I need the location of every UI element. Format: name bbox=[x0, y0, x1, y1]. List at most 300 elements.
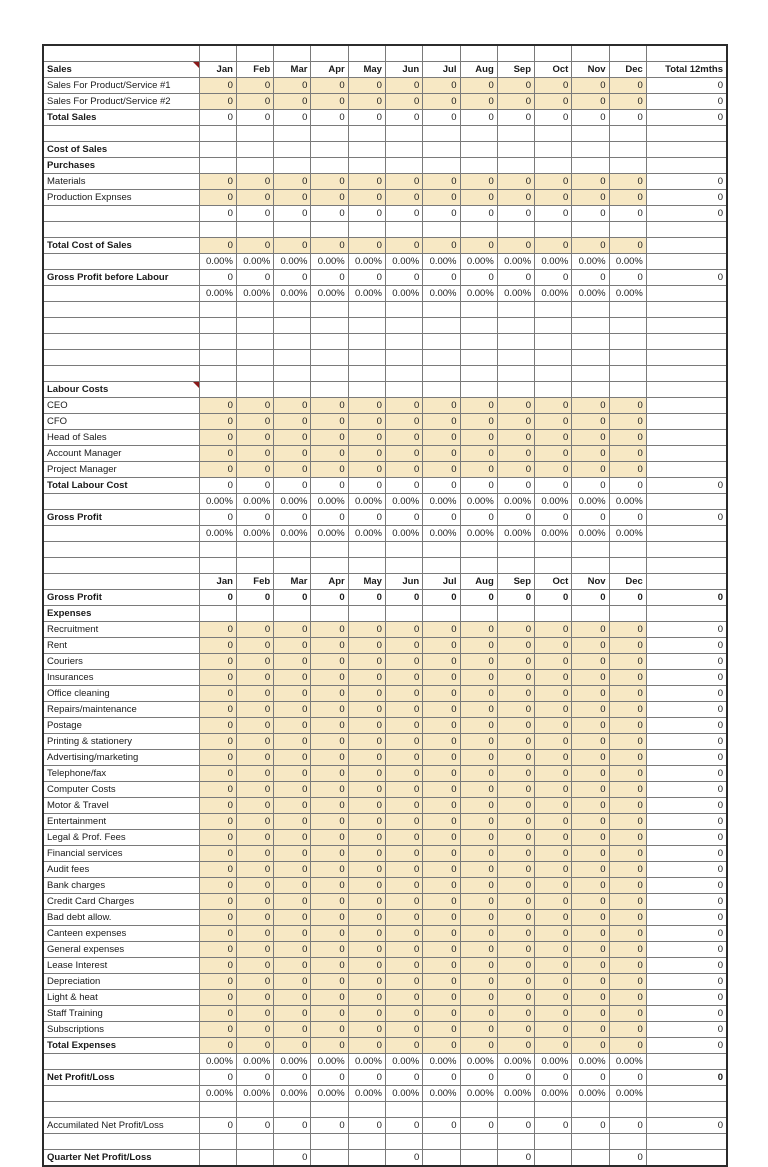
cell-x-Sep[interactable] bbox=[497, 382, 534, 398]
cell-materials-Sep[interactable]: 0 bbox=[497, 174, 534, 190]
cell-gp1-Jun[interactable]: 0 bbox=[385, 510, 422, 526]
cell-production-Dec[interactable]: 0 bbox=[609, 190, 646, 206]
cell-exp1-Sep[interactable]: 0 bbox=[497, 638, 534, 654]
cell-exp4-Nov[interactable]: 0 bbox=[572, 686, 609, 702]
cell-exp22-Feb[interactable]: 0 bbox=[236, 974, 273, 990]
cell-netprofit-Aug[interactable]: 0 bbox=[460, 1070, 497, 1086]
cell-exp15-Nov[interactable]: 0 bbox=[572, 862, 609, 878]
cell-labour1-Apr[interactable]: 0 bbox=[311, 414, 348, 430]
cell-exp4-Aug[interactable]: 0 bbox=[460, 686, 497, 702]
cell-exp25-Sep[interactable]: 0 bbox=[497, 1022, 534, 1038]
cell-sales2-total[interactable]: 0 bbox=[646, 94, 727, 110]
cell-x-Oct[interactable] bbox=[535, 158, 572, 174]
cell-exp22-May[interactable]: 0 bbox=[348, 974, 385, 990]
cell-exp0-Jun[interactable]: 0 bbox=[385, 622, 422, 638]
cell-gp1pct-Apr[interactable]: 0.00% bbox=[311, 526, 348, 542]
cell-sales2-Aug[interactable]: 0 bbox=[460, 94, 497, 110]
cell-exp6-Nov[interactable]: 0 bbox=[572, 718, 609, 734]
cell-exp6-Apr[interactable]: 0 bbox=[311, 718, 348, 734]
cell-sales2-Sep[interactable]: 0 bbox=[497, 94, 534, 110]
cell-x-Dec[interactable] bbox=[609, 606, 646, 622]
cell-totalsales-Aug[interactable]: 0 bbox=[460, 110, 497, 126]
cell-labour3-total[interactable] bbox=[646, 446, 727, 462]
cell-production-Jul[interactable]: 0 bbox=[423, 190, 460, 206]
cell-x-Jun[interactable] bbox=[385, 158, 422, 174]
cell-exp16-Dec[interactable]: 0 bbox=[609, 878, 646, 894]
cell-x-May[interactable] bbox=[348, 606, 385, 622]
cell-netprofit-Jun[interactable]: 0 bbox=[385, 1070, 422, 1086]
cell-totalsales-May[interactable]: 0 bbox=[348, 110, 385, 126]
cell-accum-Feb[interactable]: 0 bbox=[236, 1118, 273, 1134]
cell-labour2-Jan[interactable]: 0 bbox=[199, 430, 236, 446]
cell-exp2-Apr[interactable]: 0 bbox=[311, 654, 348, 670]
cell-labour1-May[interactable]: 0 bbox=[348, 414, 385, 430]
cell-exp12-Jul[interactable]: 0 bbox=[423, 814, 460, 830]
cell-netpct-Mar[interactable]: 0.00% bbox=[274, 1086, 311, 1102]
cell-x-Jan[interactable] bbox=[199, 382, 236, 398]
cell-labour1-total[interactable] bbox=[646, 414, 727, 430]
label-expense-5[interactable]: Repairs/maintenance bbox=[43, 702, 199, 718]
cell-exp7-Sep[interactable]: 0 bbox=[497, 734, 534, 750]
cell-exp11-total[interactable]: 0 bbox=[646, 798, 727, 814]
cell-exp23-Jul[interactable]: 0 bbox=[423, 990, 460, 1006]
cell-labour4-Aug[interactable]: 0 bbox=[460, 462, 497, 478]
cell-labour2-Oct[interactable]: 0 bbox=[535, 430, 572, 446]
cell-x-May[interactable] bbox=[348, 158, 385, 174]
cell-exp4-Oct[interactable]: 0 bbox=[535, 686, 572, 702]
cell-exp24-May[interactable]: 0 bbox=[348, 1006, 385, 1022]
cell-totalexp-Dec[interactable]: 0 bbox=[609, 1038, 646, 1054]
cell-totalcos-Dec[interactable]: 0 bbox=[609, 238, 646, 254]
cell-exp11-Aug[interactable]: 0 bbox=[460, 798, 497, 814]
cell-exp6-Mar[interactable]: 0 bbox=[274, 718, 311, 734]
cell-totalcos-total[interactable] bbox=[646, 238, 727, 254]
cell-quarter-Jul[interactable] bbox=[423, 1150, 460, 1167]
cell-exp7-Jun[interactable]: 0 bbox=[385, 734, 422, 750]
cell-exp0-Sep[interactable]: 0 bbox=[497, 622, 534, 638]
cell-sales1-Nov[interactable]: 0 bbox=[572, 78, 609, 94]
cell-exp13-Jan[interactable]: 0 bbox=[199, 830, 236, 846]
cell-exp21-Jan[interactable]: 0 bbox=[199, 958, 236, 974]
cell-gp1-Apr[interactable]: 0 bbox=[311, 510, 348, 526]
cell-cospct-Sep[interactable]: 0.00% bbox=[497, 254, 534, 270]
label-labour-3[interactable]: Account Manager bbox=[43, 446, 199, 462]
cell-production-Oct[interactable]: 0 bbox=[535, 190, 572, 206]
label-expense-8[interactable]: Advertising/marketing bbox=[43, 750, 199, 766]
cell-exp25-Dec[interactable]: 0 bbox=[609, 1022, 646, 1038]
cell-cosextra-total[interactable]: 0 bbox=[646, 206, 727, 222]
cell-sales2-Jun[interactable]: 0 bbox=[385, 94, 422, 110]
cell-x-Mar[interactable] bbox=[274, 606, 311, 622]
cell-exp7-Oct[interactable]: 0 bbox=[535, 734, 572, 750]
label-expense-20[interactable]: General expenses bbox=[43, 942, 199, 958]
cell-exp6-total[interactable]: 0 bbox=[646, 718, 727, 734]
cell-labour4-May[interactable]: 0 bbox=[348, 462, 385, 478]
cell-exp3-May[interactable]: 0 bbox=[348, 670, 385, 686]
cell-exp10-Jan[interactable]: 0 bbox=[199, 782, 236, 798]
cell-cosextra-Nov[interactable]: 0 bbox=[572, 206, 609, 222]
cell-accum-Jun[interactable]: 0 bbox=[385, 1118, 422, 1134]
cell-exp11-Sep[interactable]: 0 bbox=[497, 798, 534, 814]
cell-labour3-Dec[interactable]: 0 bbox=[609, 446, 646, 462]
cell-exp9-Jun[interactable]: 0 bbox=[385, 766, 422, 782]
cell-exp19-Oct[interactable]: 0 bbox=[535, 926, 572, 942]
cell-exp23-total[interactable]: 0 bbox=[646, 990, 727, 1006]
label-accumulated-net-profit-loss[interactable]: Accumilated Net Profit/Loss bbox=[43, 1118, 199, 1134]
cell-sales2-Jul[interactable]: 0 bbox=[423, 94, 460, 110]
cell-gp2-Jun[interactable]: 0 bbox=[385, 590, 422, 606]
cell-totalsales-Jan[interactable]: 0 bbox=[199, 110, 236, 126]
cell-labour1-Mar[interactable]: 0 bbox=[274, 414, 311, 430]
cell-exp13-Feb[interactable]: 0 bbox=[236, 830, 273, 846]
cell-exp13-total[interactable]: 0 bbox=[646, 830, 727, 846]
cell-exp22-total[interactable]: 0 bbox=[646, 974, 727, 990]
cell-exp22-Aug[interactable]: 0 bbox=[460, 974, 497, 990]
cell-exp0-May[interactable]: 0 bbox=[348, 622, 385, 638]
cell-netpct-Oct[interactable]: 0.00% bbox=[535, 1086, 572, 1102]
cell-exp13-Oct[interactable]: 0 bbox=[535, 830, 572, 846]
cell-gpbl-Sep[interactable]: 0 bbox=[497, 270, 534, 286]
cell-gpblpct-Nov[interactable]: 0.00% bbox=[572, 286, 609, 302]
label-expense-18[interactable]: Bad debt allow. bbox=[43, 910, 199, 926]
cell-labour3-Feb[interactable]: 0 bbox=[236, 446, 273, 462]
cell-exp21-Sep[interactable]: 0 bbox=[497, 958, 534, 974]
cell-exp5-Mar[interactable]: 0 bbox=[274, 702, 311, 718]
cell-exp13-Dec[interactable]: 0 bbox=[609, 830, 646, 846]
cell-labourpct-Oct[interactable]: 0.00% bbox=[535, 494, 572, 510]
cell-exp5-Jul[interactable]: 0 bbox=[423, 702, 460, 718]
cell-totalcos-Nov[interactable]: 0 bbox=[572, 238, 609, 254]
cell-totalsales-Dec[interactable]: 0 bbox=[609, 110, 646, 126]
cell-gp2-Aug[interactable]: 0 bbox=[460, 590, 497, 606]
cell-exp5-Sep[interactable]: 0 bbox=[497, 702, 534, 718]
cell-labour0-Jul[interactable]: 0 bbox=[423, 398, 460, 414]
cell-exp11-Jul[interactable]: 0 bbox=[423, 798, 460, 814]
cell-x-Jan[interactable] bbox=[199, 158, 236, 174]
cell-x-Dec[interactable] bbox=[609, 382, 646, 398]
cell-exp17-Jun[interactable]: 0 bbox=[385, 894, 422, 910]
cell-labour2-May[interactable]: 0 bbox=[348, 430, 385, 446]
label-labour-0[interactable]: CEO bbox=[43, 398, 199, 414]
cell-cospct-Apr[interactable]: 0.00% bbox=[311, 254, 348, 270]
cell-production-Jun[interactable]: 0 bbox=[385, 190, 422, 206]
cell-exp5-May[interactable]: 0 bbox=[348, 702, 385, 718]
cell-cospct-Nov[interactable]: 0.00% bbox=[572, 254, 609, 270]
cell-exp24-Sep[interactable]: 0 bbox=[497, 1006, 534, 1022]
cell-totalexp-Apr[interactable]: 0 bbox=[311, 1038, 348, 1054]
cell-exp22-Nov[interactable]: 0 bbox=[572, 974, 609, 990]
cell-exp14-Jul[interactable]: 0 bbox=[423, 846, 460, 862]
cell-exp15-Sep[interactable]: 0 bbox=[497, 862, 534, 878]
cell-exp5-Nov[interactable]: 0 bbox=[572, 702, 609, 718]
cell-x-Apr[interactable] bbox=[311, 606, 348, 622]
cell-production-Jan[interactable]: 0 bbox=[199, 190, 236, 206]
label-quarter-net-profit-loss[interactable]: Quarter Net Profit/Loss bbox=[43, 1150, 199, 1167]
cell-labour2-Feb[interactable]: 0 bbox=[236, 430, 273, 446]
cell-exp7-total[interactable]: 0 bbox=[646, 734, 727, 750]
cell-labour4-Jul[interactable]: 0 bbox=[423, 462, 460, 478]
cell-exp2-May[interactable]: 0 bbox=[348, 654, 385, 670]
cell-exp11-Jan[interactable]: 0 bbox=[199, 798, 236, 814]
cell-totalcos-Jul[interactable]: 0 bbox=[423, 238, 460, 254]
cell-sales1-Jul[interactable]: 0 bbox=[423, 78, 460, 94]
cell-labour2-Sep[interactable]: 0 bbox=[497, 430, 534, 446]
cell-totalsales-Sep[interactable]: 0 bbox=[497, 110, 534, 126]
cell-gp1-May[interactable]: 0 bbox=[348, 510, 385, 526]
cell-exp17-Mar[interactable]: 0 bbox=[274, 894, 311, 910]
cell-exp3-Feb[interactable]: 0 bbox=[236, 670, 273, 686]
cell-labour1-Nov[interactable]: 0 bbox=[572, 414, 609, 430]
cell-exp6-Aug[interactable]: 0 bbox=[460, 718, 497, 734]
cell-production-Mar[interactable]: 0 bbox=[274, 190, 311, 206]
cell-totalcos-Apr[interactable]: 0 bbox=[311, 238, 348, 254]
cell-labour3-May[interactable]: 0 bbox=[348, 446, 385, 462]
cell-netpct-Aug[interactable]: 0.00% bbox=[460, 1086, 497, 1102]
cell-exp20-Jun[interactable]: 0 bbox=[385, 942, 422, 958]
cell-exp4-Jul[interactable]: 0 bbox=[423, 686, 460, 702]
cell-netprofit-Feb[interactable]: 0 bbox=[236, 1070, 273, 1086]
cell-exp8-May[interactable]: 0 bbox=[348, 750, 385, 766]
cell-materials-total[interactable]: 0 bbox=[646, 174, 727, 190]
cell-exp2-Nov[interactable]: 0 bbox=[572, 654, 609, 670]
cell-cosextra-Sep[interactable]: 0 bbox=[497, 206, 534, 222]
label-expense-10[interactable]: Computer Costs bbox=[43, 782, 199, 798]
cell-exp13-Sep[interactable]: 0 bbox=[497, 830, 534, 846]
cell-exp13-May[interactable]: 0 bbox=[348, 830, 385, 846]
cell-exp6-Jul[interactable]: 0 bbox=[423, 718, 460, 734]
cell-labourpct-total[interactable] bbox=[646, 494, 727, 510]
cell-sales2-Apr[interactable]: 0 bbox=[311, 94, 348, 110]
cell-exp6-Jan[interactable]: 0 bbox=[199, 718, 236, 734]
cell-exp10-Nov[interactable]: 0 bbox=[572, 782, 609, 798]
cell-exp2-Oct[interactable]: 0 bbox=[535, 654, 572, 670]
cell-exp17-Apr[interactable]: 0 bbox=[311, 894, 348, 910]
cell-exp12-Feb[interactable]: 0 bbox=[236, 814, 273, 830]
cell-materials-Jan[interactable]: 0 bbox=[199, 174, 236, 190]
cell-exp2-Aug[interactable]: 0 bbox=[460, 654, 497, 670]
cell-x-Aug[interactable] bbox=[460, 158, 497, 174]
cell-materials-Feb[interactable]: 0 bbox=[236, 174, 273, 190]
cell-exp3-Jun[interactable]: 0 bbox=[385, 670, 422, 686]
cell-exp15-Apr[interactable]: 0 bbox=[311, 862, 348, 878]
cell-exp1-Oct[interactable]: 0 bbox=[535, 638, 572, 654]
cell-exp16-May[interactable]: 0 bbox=[348, 878, 385, 894]
cell-exp6-Sep[interactable]: 0 bbox=[497, 718, 534, 734]
cell-exp0-total[interactable]: 0 bbox=[646, 622, 727, 638]
label-expense-17[interactable]: Credit Card Charges bbox=[43, 894, 199, 910]
cell-accum-May[interactable]: 0 bbox=[348, 1118, 385, 1134]
cell-exp13-Jun[interactable]: 0 bbox=[385, 830, 422, 846]
cell-exp2-Jun[interactable]: 0 bbox=[385, 654, 422, 670]
cell-labour1-Jun[interactable]: 0 bbox=[385, 414, 422, 430]
cell-exp22-Jan[interactable]: 0 bbox=[199, 974, 236, 990]
cell-exp22-Sep[interactable]: 0 bbox=[497, 974, 534, 990]
cell-exp3-total[interactable]: 0 bbox=[646, 670, 727, 686]
cell-exp6-Oct[interactable]: 0 bbox=[535, 718, 572, 734]
cell-labourpct-Jan[interactable]: 0.00% bbox=[199, 494, 236, 510]
cell-exp2-Sep[interactable]: 0 bbox=[497, 654, 534, 670]
cell-totalsales-Jun[interactable]: 0 bbox=[385, 110, 422, 126]
cell-exp24-Dec[interactable]: 0 bbox=[609, 1006, 646, 1022]
cell-gp1-Dec[interactable]: 0 bbox=[609, 510, 646, 526]
cell-exp14-Apr[interactable]: 0 bbox=[311, 846, 348, 862]
cell-totallabour-Dec[interactable]: 0 bbox=[609, 478, 646, 494]
cell-exp8-Nov[interactable]: 0 bbox=[572, 750, 609, 766]
cell-gp2-Apr[interactable]: 0 bbox=[311, 590, 348, 606]
cell-exp12-Sep[interactable]: 0 bbox=[497, 814, 534, 830]
cell-exp17-Dec[interactable]: 0 bbox=[609, 894, 646, 910]
cell-exp19-Mar[interactable]: 0 bbox=[274, 926, 311, 942]
cell-gp1pct-Feb[interactable]: 0.00% bbox=[236, 526, 273, 542]
cell-exp25-May[interactable]: 0 bbox=[348, 1022, 385, 1038]
cell-netprofit-Jul[interactable]: 0 bbox=[423, 1070, 460, 1086]
label-expense-16[interactable]: Bank charges bbox=[43, 878, 199, 894]
cell-labour1-Oct[interactable]: 0 bbox=[535, 414, 572, 430]
cell-totallabour-May[interactable]: 0 bbox=[348, 478, 385, 494]
cell-gp1-Feb[interactable]: 0 bbox=[236, 510, 273, 526]
cell-accum-Apr[interactable]: 0 bbox=[311, 1118, 348, 1134]
cell-exp3-Nov[interactable]: 0 bbox=[572, 670, 609, 686]
cell-exp18-Oct[interactable]: 0 bbox=[535, 910, 572, 926]
cell-exp23-Jan[interactable]: 0 bbox=[199, 990, 236, 1006]
cell-exp24-Feb[interactable]: 0 bbox=[236, 1006, 273, 1022]
cell-exp0-Dec[interactable]: 0 bbox=[609, 622, 646, 638]
cell-materials-Jul[interactable]: 0 bbox=[423, 174, 460, 190]
cell-exp9-Jul[interactable]: 0 bbox=[423, 766, 460, 782]
cell-exp8-total[interactable]: 0 bbox=[646, 750, 727, 766]
cell-accum-Jan[interactable]: 0 bbox=[199, 1118, 236, 1134]
cell-exp7-Aug[interactable]: 0 bbox=[460, 734, 497, 750]
cell-exp15-Aug[interactable]: 0 bbox=[460, 862, 497, 878]
cell-totalcos-Feb[interactable]: 0 bbox=[236, 238, 273, 254]
cell-sales1-Aug[interactable]: 0 bbox=[460, 78, 497, 94]
cell-exp9-Apr[interactable]: 0 bbox=[311, 766, 348, 782]
cell-labour2-Jul[interactable]: 0 bbox=[423, 430, 460, 446]
cell-gpbl-Dec[interactable]: 0 bbox=[609, 270, 646, 286]
cell-exp25-Feb[interactable]: 0 bbox=[236, 1022, 273, 1038]
cell-labour4-Mar[interactable]: 0 bbox=[274, 462, 311, 478]
cell-labour3-Jun[interactable]: 0 bbox=[385, 446, 422, 462]
cell-exp19-May[interactable]: 0 bbox=[348, 926, 385, 942]
cell-cospct-total[interactable] bbox=[646, 254, 727, 270]
cell-exp25-Aug[interactable]: 0 bbox=[460, 1022, 497, 1038]
cell-exp1-Jan[interactable]: 0 bbox=[199, 638, 236, 654]
cell-gp2-Sep[interactable]: 0 bbox=[497, 590, 534, 606]
cell-exp20-Nov[interactable]: 0 bbox=[572, 942, 609, 958]
cell-quarter-Jan[interactable] bbox=[199, 1150, 236, 1167]
cell-cospct-Dec[interactable]: 0.00% bbox=[609, 254, 646, 270]
cell-exp10-Apr[interactable]: 0 bbox=[311, 782, 348, 798]
cell-labour0-Dec[interactable]: 0 bbox=[609, 398, 646, 414]
cell-materials-Oct[interactable]: 0 bbox=[535, 174, 572, 190]
label-expense-3[interactable]: Insurances bbox=[43, 670, 199, 686]
cell-exp20-Sep[interactable]: 0 bbox=[497, 942, 534, 958]
cell-exp17-Nov[interactable]: 0 bbox=[572, 894, 609, 910]
cell-gpbl-total[interactable]: 0 bbox=[646, 270, 727, 286]
cell-exp6-Jun[interactable]: 0 bbox=[385, 718, 422, 734]
cell-x-Sep[interactable] bbox=[497, 606, 534, 622]
cell-exp18-Apr[interactable]: 0 bbox=[311, 910, 348, 926]
cell-totallabour-Nov[interactable]: 0 bbox=[572, 478, 609, 494]
label-total-expenses[interactable]: Total Expenses bbox=[43, 1038, 199, 1054]
cell-exp17-Sep[interactable]: 0 bbox=[497, 894, 534, 910]
cell-exp10-Jul[interactable]: 0 bbox=[423, 782, 460, 798]
cell-exp20-Jul[interactable]: 0 bbox=[423, 942, 460, 958]
cell-gpblpct-Jun[interactable]: 0.00% bbox=[385, 286, 422, 302]
cell-exp23-Apr[interactable]: 0 bbox=[311, 990, 348, 1006]
cell-labour0-Aug[interactable]: 0 bbox=[460, 398, 497, 414]
cell-labourpct-Sep[interactable]: 0.00% bbox=[497, 494, 534, 510]
cell-exp9-Nov[interactable]: 0 bbox=[572, 766, 609, 782]
cell-gpblpct-Oct[interactable]: 0.00% bbox=[535, 286, 572, 302]
cell-exp9-May[interactable]: 0 bbox=[348, 766, 385, 782]
cell-x-Nov[interactable] bbox=[572, 382, 609, 398]
cell-exp8-Mar[interactable]: 0 bbox=[274, 750, 311, 766]
cell-labour3-Mar[interactable]: 0 bbox=[274, 446, 311, 462]
cell-sales2-Dec[interactable]: 0 bbox=[609, 94, 646, 110]
cell-labourpct-Dec[interactable]: 0.00% bbox=[609, 494, 646, 510]
cell-totalcos-Oct[interactable]: 0 bbox=[535, 238, 572, 254]
cell-exp18-Jan[interactable]: 0 bbox=[199, 910, 236, 926]
cell-x-Feb[interactable] bbox=[236, 158, 273, 174]
cell-exp5-Apr[interactable]: 0 bbox=[311, 702, 348, 718]
cell-quarter-Jun[interactable]: 0 bbox=[385, 1150, 422, 1167]
cell-cospct-Oct[interactable]: 0.00% bbox=[535, 254, 572, 270]
cell-labour4-Dec[interactable]: 0 bbox=[609, 462, 646, 478]
cell-x-Feb[interactable] bbox=[236, 382, 273, 398]
cell-exp4-total[interactable]: 0 bbox=[646, 686, 727, 702]
cell-exp14-Sep[interactable]: 0 bbox=[497, 846, 534, 862]
cell-exp13-Jul[interactable]: 0 bbox=[423, 830, 460, 846]
cell-exp14-Dec[interactable]: 0 bbox=[609, 846, 646, 862]
cell-exp12-Jun[interactable]: 0 bbox=[385, 814, 422, 830]
cell-x-total[interactable] bbox=[646, 382, 727, 398]
cell-exp12-Apr[interactable]: 0 bbox=[311, 814, 348, 830]
cell-exp9-Mar[interactable]: 0 bbox=[274, 766, 311, 782]
cell-accum-Sep[interactable]: 0 bbox=[497, 1118, 534, 1134]
cell-totallabour-Mar[interactable]: 0 bbox=[274, 478, 311, 494]
cell-exp10-Oct[interactable]: 0 bbox=[535, 782, 572, 798]
cell-exp10-total[interactable]: 0 bbox=[646, 782, 727, 798]
cell-x-Apr[interactable] bbox=[311, 382, 348, 398]
cell-totalexp-Nov[interactable]: 0 bbox=[572, 1038, 609, 1054]
cell-cospct-Jul[interactable]: 0.00% bbox=[423, 254, 460, 270]
cell-sales1-May[interactable]: 0 bbox=[348, 78, 385, 94]
cell-labour3-Oct[interactable]: 0 bbox=[535, 446, 572, 462]
cell-netprofit-Sep[interactable]: 0 bbox=[497, 1070, 534, 1086]
cell-production-Feb[interactable]: 0 bbox=[236, 190, 273, 206]
cell-cosextra-Oct[interactable]: 0 bbox=[535, 206, 572, 222]
cell-sales2-Feb[interactable]: 0 bbox=[236, 94, 273, 110]
cell-totalsales-Apr[interactable]: 0 bbox=[311, 110, 348, 126]
cell-totalcos-Aug[interactable]: 0 bbox=[460, 238, 497, 254]
cell-netpct-Dec[interactable]: 0.00% bbox=[609, 1086, 646, 1102]
cell-exp23-Dec[interactable]: 0 bbox=[609, 990, 646, 1006]
cell-exp20-Apr[interactable]: 0 bbox=[311, 942, 348, 958]
cell-exp11-Apr[interactable]: 0 bbox=[311, 798, 348, 814]
cell-exp14-May[interactable]: 0 bbox=[348, 846, 385, 862]
label-expense-7[interactable]: Printing & stationery bbox=[43, 734, 199, 750]
spreadsheet-container[interactable] bbox=[42, 44, 728, 1167]
cell-exppct-May[interactable]: 0.00% bbox=[348, 1054, 385, 1070]
cell-x-Nov[interactable] bbox=[572, 142, 609, 158]
label-expense-21[interactable]: Lease Interest bbox=[43, 958, 199, 974]
label-expense-22[interactable]: Depreciation bbox=[43, 974, 199, 990]
cell-gpblpct-Feb[interactable]: 0.00% bbox=[236, 286, 273, 302]
cell-exp15-May[interactable]: 0 bbox=[348, 862, 385, 878]
cell-exp15-Jul[interactable]: 0 bbox=[423, 862, 460, 878]
cell-exp14-Jun[interactable]: 0 bbox=[385, 846, 422, 862]
